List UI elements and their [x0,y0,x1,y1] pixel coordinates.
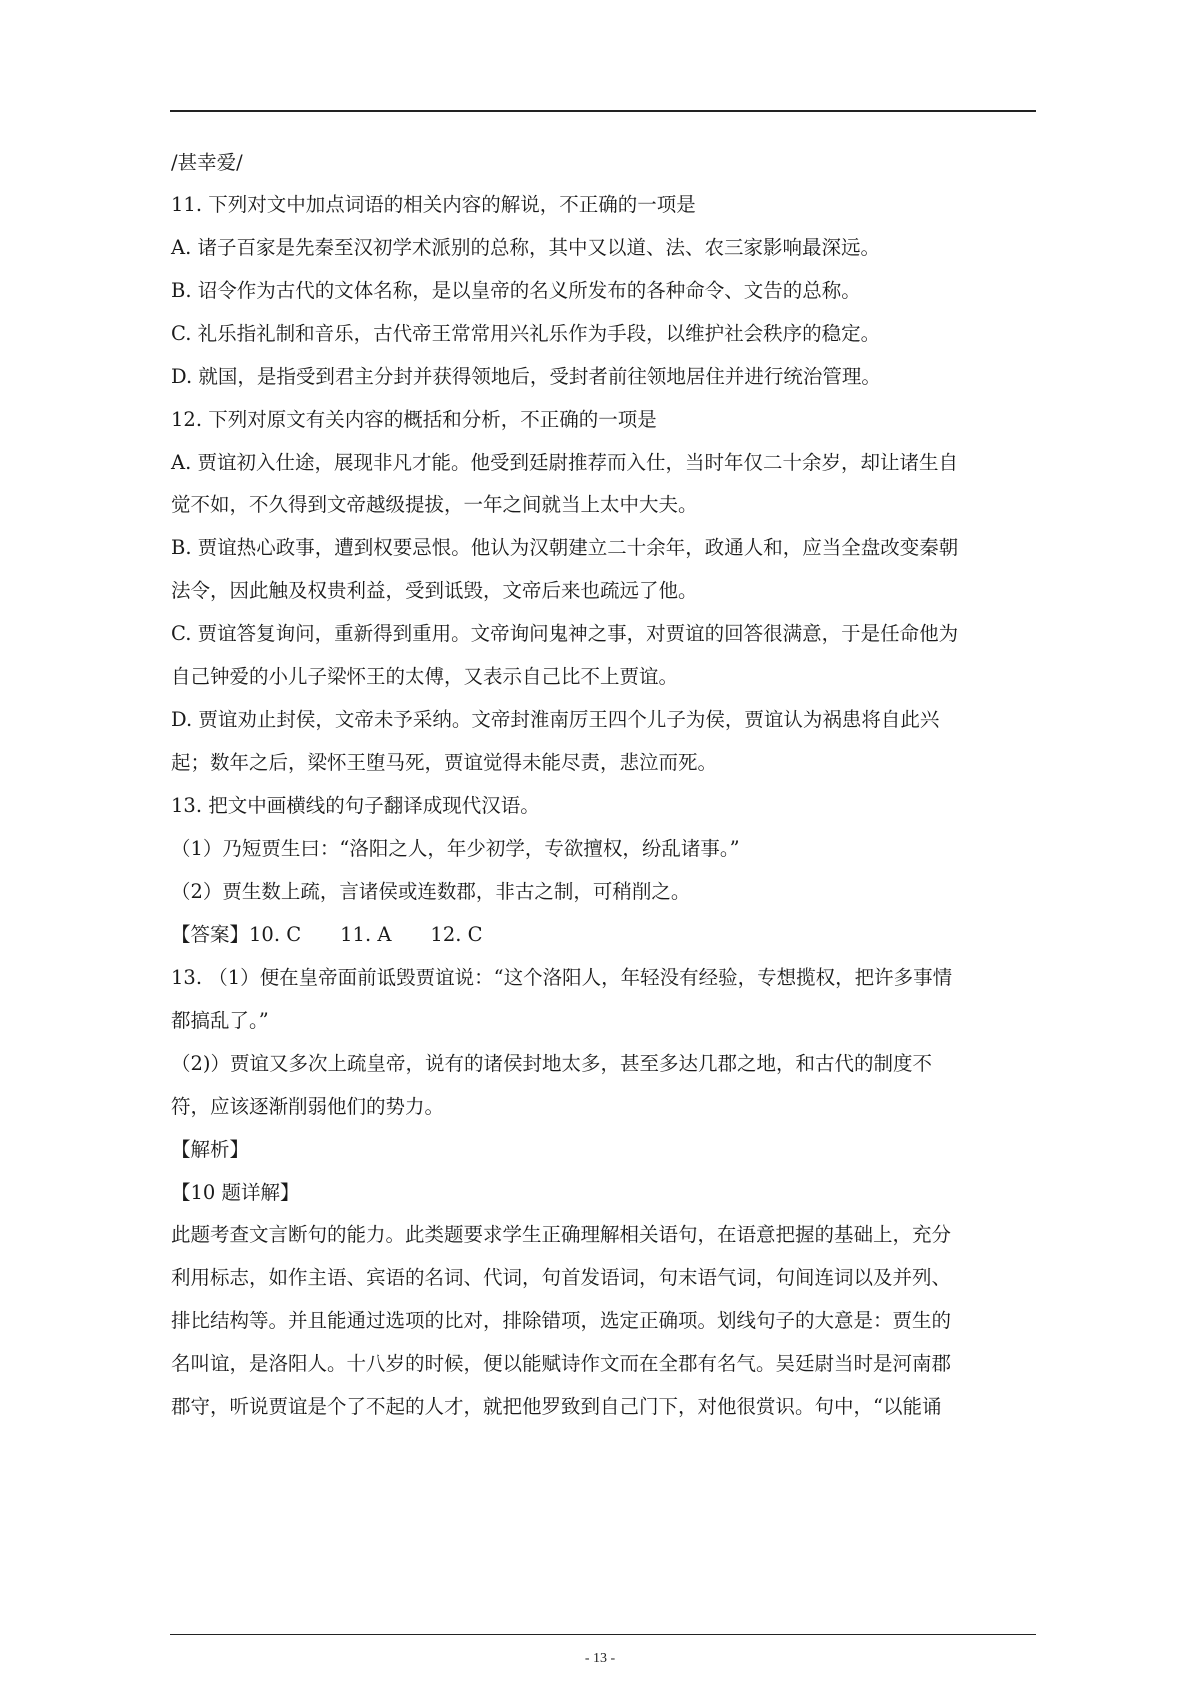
answer-line: 都搞乱了。” [171,1009,269,1032]
header-rule [170,110,1036,112]
option-line: D. 就国，是指受到君主分封并获得领地后，受封者前往领地居住并进行统治管理。 [171,365,881,388]
question-11-stem: 11. 下列对文中加点词语的相关内容的解说，不正确的一项是 [171,193,696,216]
option-line: 起；数年之后，梁怀王堕马死，贾谊觉得未能尽责，悲泣而死。 [171,751,718,774]
question-13-stem: 13. 把文中画横线的句子翻译成现代汉语。 [171,794,540,817]
analysis-subheading: 【10 题详解】 [171,1181,300,1204]
analysis-line: 排比结构等。并且能通过选项的比对，排除错项，选定正确项。划线句子的大意是：贾生的 [171,1309,952,1332]
answer-line: 13. （1）便在皇帝面前诋毁贾谊说：“这个洛阳人，年轻没有经验，专想揽权，把许多事情 [171,966,953,989]
analysis-heading: 【解析】 [171,1138,250,1161]
question-12-stem: 12. 下列对原文有关内容的概括和分析，不正确的一项是 [171,408,657,431]
option-line: 自己钟爱的小儿子梁怀王的太傅，又表示自己比不上贾谊。 [171,665,679,688]
option-line: 法令，因此触及权贵利益，受到诋毁，文帝后来也疏远了他。 [171,579,698,602]
option-line: C. 礼乐指礼制和音乐，古代帝王常常用兴礼乐作为手段，以维护社会秩序的稳定。 [171,322,881,345]
analysis-line: 郡守，听说贾谊是个了不起的人才，就把他罗致到自己门下，对他很赏识。句中，“以能诵 [171,1395,942,1418]
sentence-line: （1）乃短贾生曰：“洛阳之人，年少初学，专欲擅权，纷乱诸事。” [171,837,740,860]
answer-line: 符，应该逐渐削弱他们的势力。 [171,1095,445,1118]
option-line: C. 贾谊答复询问，重新得到重用。文帝询问鬼神之事，对贾谊的回答很满意，于是任命他为 [171,622,959,645]
analysis-line: 利用标志，如作主语、宾语的名词、代词，句首发语词，句末语气词，句间连词以及并列、 [171,1266,952,1289]
text-line: /甚幸爱/ [171,151,243,174]
sentence-line: （2）贾生数上疏，言诸侯或连数郡，非古之制，可稍削之。 [171,880,691,903]
page-number: - 13 - [584,1651,616,1666]
analysis-line: 名叫谊，是洛阳人。十八岁的时候，便以能赋诗作文而在全郡有名气。吴廷尉当时是河南郡 [171,1352,952,1375]
answer-line: （2)）贾谊又多次上疏皇帝，说有的诸侯封地太多，甚至多达几郡之地，和古代的制度不 [171,1052,933,1075]
option-line: A. 贾谊初入仕途，展现非凡才能。他受到廷尉推荐而入仕，当时年仅二十余岁，却让诸生自 [171,451,958,474]
analysis-line: 此题考查文言断句的能力。此类题要求学生正确理解相关语句，在语意把握的基础上，充分 [171,1223,952,1246]
option-line: 觉不如，不久得到文帝越级提拔，一年之间就当上太中大夫。 [171,493,698,516]
answer-line: 【答案】10. C 11. A 12. C [171,923,483,946]
option-line: D. 贾谊劝止封侯，文帝未予采纳。文帝封淮南厉王四个儿子为侯，贾谊认为祸患将自此兴 [171,708,940,731]
footer-rule [170,1634,1036,1635]
option-line: B. 诏令作为古代的文体名称，是以皇帝的名义所发布的各种命令、文告的总称。 [171,279,861,302]
option-line: B. 贾谊热心政事，遭到权要忌恨。他认为汉朝建立二十余年，政通人和，应当全盘改变秦朝 [171,536,959,559]
option-line: A. 诸子百家是先秦至汉初学术派别的总称，其中又以道、法、农三家影响最深远。 [171,236,880,259]
